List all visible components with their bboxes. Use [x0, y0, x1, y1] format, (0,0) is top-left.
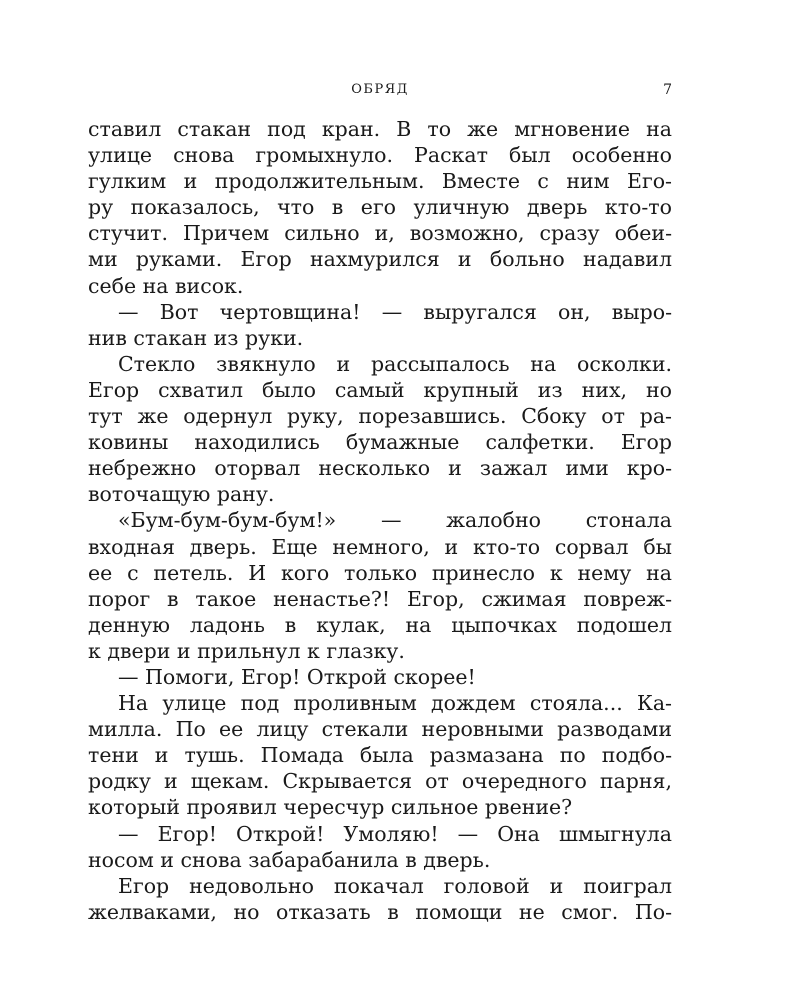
text-line: милла. По ее лицу стекали неровными разводами [88, 717, 672, 742]
text-line: Егор схватил было самый крупный из них, но [88, 377, 672, 402]
text-line: гулким и продолжительным. Вместе с ним Его- [88, 169, 672, 194]
text-line: тени и тушь. Помада была размазана по подбо- [88, 743, 672, 768]
text-line: входная дверь. Еще немного, и кто-то сорвал бы [88, 534, 672, 559]
text-line: На улице под проливным дождем стояла... Ка- [118, 691, 672, 716]
running-title: ОБРЯД [351, 82, 409, 97]
text-line: который проявил чересчур сильное рвение? [88, 795, 573, 820]
text-line: носом и снова забарабанила в дверь. [88, 847, 491, 872]
text-line: ставил стакан под кран. В то же мгновение на [88, 117, 672, 141]
text-line: — Вот чертовщина! — выругался он, выро- [118, 299, 672, 324]
text-line: ру показалось, что в его уличную дверь кто-то [88, 195, 672, 220]
text-line: себе на висок. [88, 273, 244, 298]
text-line: — Помоги, Егор! Открой скорее! [118, 664, 476, 689]
text-line: небрежно оторвал несколько и зажал ими кро- [88, 456, 672, 481]
text-line: ми руками. Егор нахмурился и больно надавил [88, 247, 672, 272]
text-line: воточащую рану. [88, 482, 275, 507]
text-line: желваками, но отказать в помощи не смог. По- [88, 899, 672, 924]
text-line: денную ладонь в кулак, на цыпочках подошел [88, 612, 672, 637]
text-line: к двери и прильнул к глазку. [88, 638, 405, 663]
text-line: ковины находились бумажные салфетки. Егор [88, 430, 672, 455]
text-line: родку и щекам. Скрывается от очередного парня, [88, 769, 672, 794]
text-line: улице снова громыхнуло. Раскат был особенно [88, 143, 672, 168]
text-line: нив стакан из руки. [88, 325, 304, 350]
text-line: ее с петель. И кого только принесло к нему на [88, 560, 672, 585]
page-header [88, 82, 672, 102]
text-line: «Бум-бум-бум-бум!» — жалобно стонала [118, 508, 672, 533]
page-number: 7 [663, 82, 672, 98]
text-line: тут же одернул руку, порезавшись. Сбоку от ра- [88, 404, 672, 429]
text-line: Стекло звякнуло и рассыпалось на осколки. [118, 351, 672, 376]
text-line: стучит. Причем сильно и, возможно, сразу обеи- [88, 221, 672, 246]
text-line: порог в такое ненастье?! Егор, сжимая повреж- [88, 586, 672, 611]
body-text [88, 116, 672, 925]
text-line: Егор недовольно покачал головой и поиграл [118, 873, 672, 898]
text-line: — Егор! Открой! Умоляю! — Она шмыгнула [118, 821, 672, 846]
